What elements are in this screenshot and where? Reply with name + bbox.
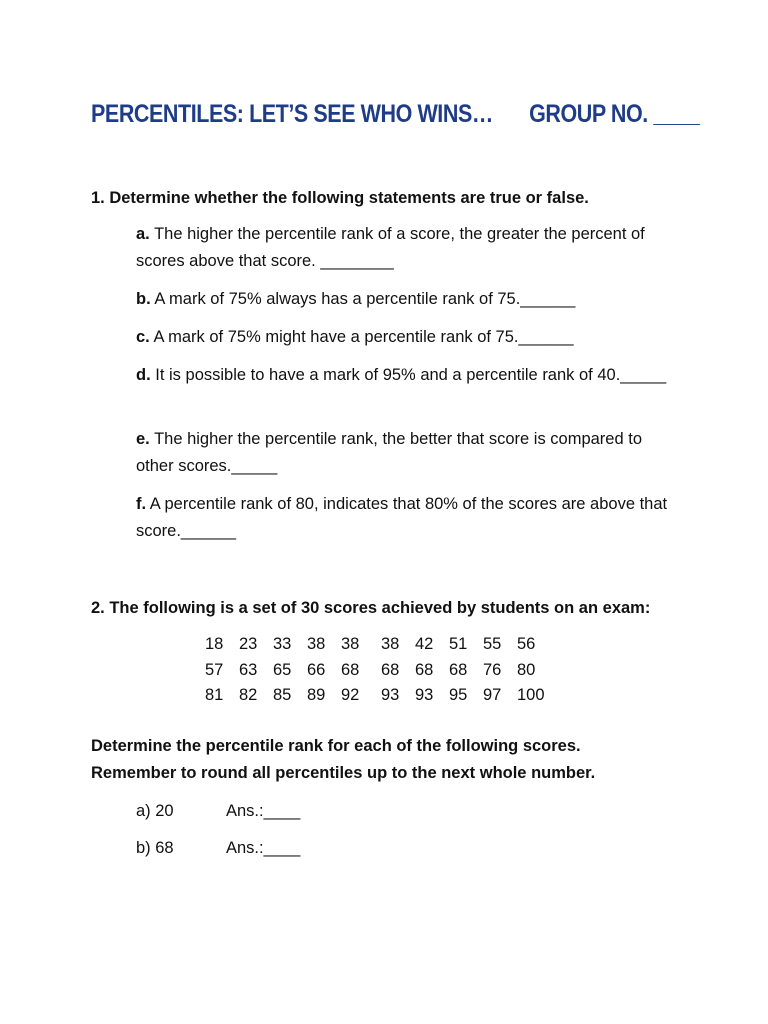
score-value: 92	[341, 686, 360, 704]
score-value: 33	[273, 635, 292, 653]
score-value: 85	[273, 686, 292, 704]
score-value: 56	[517, 635, 536, 653]
statement-label: a.	[136, 225, 150, 243]
statement-text: A mark of 75% might have a percentile rank of 75.______	[153, 328, 574, 346]
statement-label: c.	[136, 328, 150, 346]
answer-row	[136, 798, 300, 824]
score-value: 93	[381, 686, 400, 704]
statement-b	[136, 286, 676, 313]
answer-row	[136, 835, 300, 861]
score-value: 38	[307, 635, 326, 653]
score-value: 65	[273, 660, 292, 679]
score-value: 38	[341, 635, 360, 653]
score-value: 68	[381, 660, 400, 679]
score-value: 93	[415, 686, 434, 704]
instruction-line-2: Remember to round all percentiles up to the next whole number.	[91, 764, 596, 782]
page-title	[91, 100, 700, 129]
score-value: 68	[449, 660, 468, 679]
statement-text: A percentile rank of 80, indicates that 80% of the scores are above that score.______	[136, 495, 668, 540]
score-value: 81	[205, 686, 224, 704]
score-value: 57	[205, 660, 224, 679]
statement-label: b.	[136, 290, 151, 308]
instruction-line-1: Determine the percentile rank for each of the following scores.	[91, 737, 581, 755]
score-value: 100	[517, 686, 545, 704]
statement-e	[136, 426, 676, 480]
question-1-heading: 1. Determine whether the following statements are true or false.	[91, 189, 589, 207]
score-value: 95	[449, 686, 468, 704]
score-label: a) 20	[136, 802, 174, 820]
scores-table	[205, 632, 557, 709]
score-value: 23	[239, 635, 258, 653]
statement-a	[136, 221, 676, 275]
statement-text: It is possible to have a mark of 95% and a percentile rank of 40._____	[155, 366, 667, 384]
title-main: PERCENTILES: LET’S SEE WHO WINS…	[91, 100, 493, 128]
statement-label: e.	[136, 430, 150, 448]
score-value: 38	[381, 635, 400, 653]
score-value: 89	[307, 686, 326, 704]
statement-text: The higher the percentile rank, the better that score is compared to other scores._____	[136, 430, 642, 475]
score-value: 68	[341, 660, 360, 679]
statement-label: d.	[136, 366, 151, 384]
score-value: 42	[415, 635, 434, 653]
statement-f	[136, 491, 676, 545]
statement-text: A mark of 75% always has a percentile rank of 75.______	[154, 290, 576, 308]
score-value: 51	[449, 635, 468, 653]
score-value: 55	[483, 635, 502, 653]
score-value: 82	[239, 686, 258, 704]
statement-c	[136, 324, 676, 351]
score-value: 97	[483, 686, 502, 704]
statement-label: f.	[136, 495, 147, 513]
score-row	[205, 683, 557, 709]
score-value: 76	[483, 660, 502, 679]
score-row	[205, 632, 557, 658]
answer-blank: Ans.:____	[226, 802, 301, 820]
score-label: b) 68	[136, 839, 174, 857]
score-value: 18	[205, 635, 224, 653]
score-value: 66	[307, 660, 326, 679]
score-value: 80	[517, 660, 536, 679]
score-row	[205, 658, 557, 684]
answer-blank: Ans.:____	[226, 839, 301, 857]
score-value: 68	[415, 660, 434, 679]
question-2-heading: 2. The following is a set of 30 scores achieved by students on an exam:	[91, 599, 651, 617]
statement-text: The higher the percentile rank of a score, the greater the percent of scores above that score. ________	[136, 225, 645, 270]
statement-d	[136, 362, 676, 389]
group-number-field: GROUP NO. ____	[529, 100, 700, 128]
score-value: 63	[239, 660, 258, 679]
